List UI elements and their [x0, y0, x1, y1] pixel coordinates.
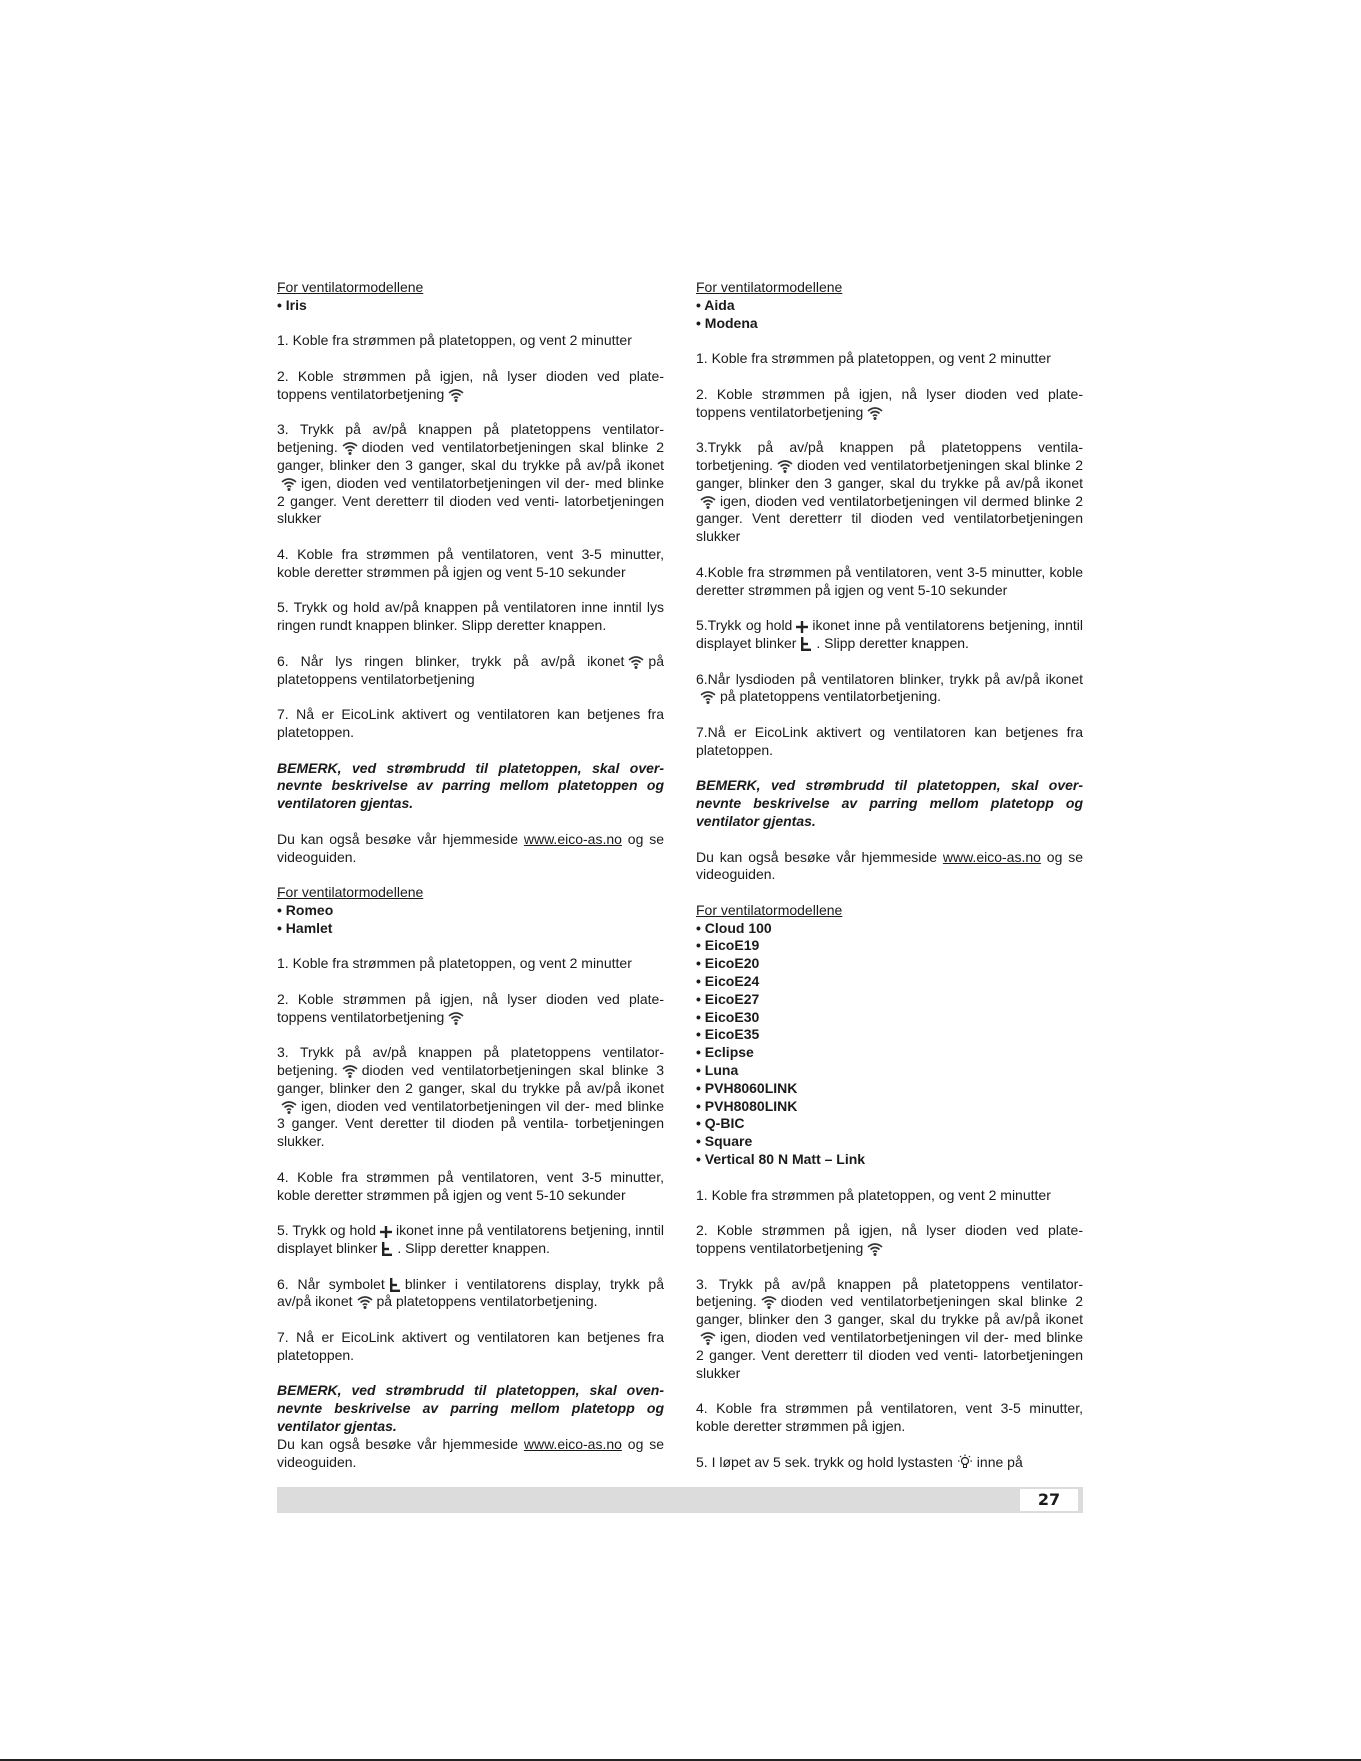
- website-link[interactable]: www.eico-as.no: [523, 830, 622, 847]
- model-name: • Modena: [696, 314, 758, 331]
- step-7: 7.Nå er EicoLink aktivert og ventilatoren kan betjenes fra platetoppen.: [696, 723, 1083, 758]
- model-name: • Aida: [696, 296, 735, 313]
- wifi-icon: [342, 1064, 358, 1078]
- step-5: 5. I løpet av 5 sek. trykk og hold lystasten inne på: [696, 1453, 1023, 1470]
- wifi-icon: [867, 1242, 883, 1256]
- wifi-icon: [281, 1100, 297, 1114]
- wifi-icon: [628, 655, 644, 669]
- model-name: • Eclipse: [696, 1044, 754, 1061]
- step-5: 5. Trykk og hold ikonet inne på ventilatorens betjening, inntil displayet blinker . Slipp deretter knappen.: [277, 1222, 664, 1257]
- step-6: 6.Når lysdioden på ventilatoren blinker, trykk på av/på ikonet på platetoppens ventilatorbetjening.: [696, 670, 1083, 705]
- model-name: • Hamlet: [277, 919, 333, 936]
- step-3: 3. Trykk på av/på knappen på platetoppens ventilator- betjening. dioden ved ventilatorbetjeningen skal blinke 2 ganger, blinker den 3 ganger, skal du trykke på av/på ikonet igen, dioden ved ventilatorbetjeningen vil der- med blinke 2 ganger. Vent deretterr til dioden ved venti- latorbetjeningen slukker: [277, 421, 664, 527]
- model-name: • Square: [696, 1133, 753, 1150]
- light-bulb-icon: [957, 1454, 973, 1470]
- model-name: • EicoE20: [696, 955, 760, 972]
- section-heading: For ventilatormodellene: [277, 279, 424, 295]
- wifi-icon: [448, 1011, 464, 1025]
- step-3: 3. Trykk på av/på knappen på platetoppens ventilator- betjening. dioden ved ventilatorbetjeningen skal blinke 3 ganger, blinker den 2 ganger, skal du trykke på av/på ikonet igen, dioden ved ventilatorbetjeningen vil der- med blinke 3 ganger. Vent deretter til dioden på ventila- torbetjeningen slukker.: [277, 1044, 664, 1150]
- step-4: 4.Koble fra strømmen på ventilatoren, vent 3-5 minutter, koble deretter strømmen på igjen og vent 5-10 sekunder: [696, 563, 1083, 598]
- website-link[interactable]: www.eico-as.no: [942, 848, 1041, 865]
- step-4: 4. Koble fra strømmen på ventilatoren, vent 3-5 minutter, koble deretter strømmen på igjen og vent 5-10 sekunder: [277, 1168, 664, 1203]
- model-name: • Iris: [277, 296, 307, 313]
- visit-text: Du kan også besøke vår hjemmeside www.eico-as.no og se videoguiden.: [277, 1435, 665, 1470]
- page-number: 27: [1020, 1489, 1078, 1511]
- wifi-icon: [867, 406, 883, 420]
- wifi-icon: [777, 459, 793, 473]
- fan-speed-symbol-icon: [389, 1278, 401, 1292]
- model-name: • PVH8080LINK: [696, 1097, 798, 1114]
- model-name: • EicoE30: [696, 1008, 760, 1025]
- note: BEMERK, ved strømbrudd til platetoppen, skal over- nevnte beskrivelse av parring mellom platetoppen og ventilatoren gjentas.: [277, 759, 664, 812]
- wifi-icon: [761, 1295, 777, 1309]
- right-column: [696, 279, 1083, 1471]
- visit-text: Du kan også besøke vår hjemmeside www.eico-as.no og se videoguiden.: [696, 848, 1084, 883]
- step-1: 1. Koble fra strømmen på platetoppen, og vent 2 minutter: [696, 350, 1051, 367]
- model-name: • EicoE24: [696, 973, 760, 990]
- wifi-icon: [448, 388, 464, 402]
- step-2: 2. Koble strømmen på igjen, nå lyser dioden ved plate- toppens ventilatorbetjening: [696, 385, 1083, 420]
- step-1: 1. Koble fra strømmen på platetoppen, og vent 2 minutter: [696, 1186, 1051, 1203]
- wifi-icon: [342, 441, 358, 455]
- plus-icon: [796, 621, 808, 633]
- step-5: 5. Trykk og hold av/på knappen på ventilatoren inne inntil lys ringen rundt knappen blinker. Slipp deretter knappen.: [277, 599, 664, 634]
- wifi-icon: [357, 1295, 373, 1309]
- model-name: • PVH8060LINK: [696, 1079, 798, 1096]
- model-name: • EicoE27: [696, 990, 760, 1007]
- fan-speed-symbol-icon: [800, 637, 812, 651]
- fan-speed-symbol-icon: [381, 1242, 393, 1256]
- model-name: • EicoE19: [696, 937, 760, 954]
- note: BEMERK, ved strømbrudd til platetoppen, skal oven- nevnte beskrivelse av parring mellom platetopp og ventilator gjentas.: [277, 1382, 664, 1434]
- wifi-icon: [700, 495, 716, 509]
- model-name: • Vertical 80 N Matt – Link: [696, 1151, 866, 1168]
- section-heading: For ventilatormodellene: [277, 884, 424, 901]
- step-4: 4. Koble fra strømmen på ventilatoren, vent 3-5 minutter, koble deretter strømmen på igjen.: [696, 1400, 1083, 1434]
- step-6: 6. Når symbolet blinker i ventilatorens display, trykk på av/på ikonet på platetoppens ventilatorbetjening.: [277, 1275, 664, 1310]
- step-7: 7. Nå er EicoLink aktivert og ventilatoren kan betjenes fra platetoppen.: [277, 706, 664, 740]
- step-5: 5.Trykk og hold ikonet inne på ventilatorens betjening, inntil displayet blinker . Slipp deretter knappen.: [696, 617, 1083, 651]
- step-2: 2. Koble strømmen på igjen, nå lyser dioden ved plate- toppens ventilatorbetjening: [277, 367, 664, 402]
- step-3: 3. Trykk på av/på knappen på platetoppens ventilator- betjening. dioden ved ventilatorbetjeningen skal blinke 2 ganger, blinker den 3 ganger, skal du trykke på av/på ikonet igen, dioden ved ventilatorbetjeningen vil der- med blinke 2 ganger. Vent deretterr til dioden ved venti- latorbetjeningen slukker: [696, 1275, 1083, 1381]
- step-2: 2. Koble strømmen på igjen, nå lyser dioden ved plate- toppens ventilatorbetjening: [696, 1222, 1083, 1257]
- model-name: • Cloud 100: [696, 919, 772, 936]
- wifi-icon: [281, 477, 297, 491]
- step-1: 1. Koble fra strømmen på platetoppen, og vent 2 minutter: [277, 332, 632, 349]
- website-link[interactable]: www.eico-as.no: [523, 1435, 622, 1452]
- section-heading: For ventilatormodellene: [696, 901, 843, 918]
- step-7: 7. Nå er EicoLink aktivert og ventilatoren kan betjenes fra platetoppen.: [277, 1329, 664, 1363]
- step-6: 6. Når lys ringen blinker, trykk på av/på ikonet på platetoppens ventilatorbetjening: [277, 652, 664, 687]
- left-column: [277, 279, 664, 1471]
- wifi-icon: [700, 690, 716, 704]
- step-2: 2. Koble strømmen på igjen, nå lyser dioden ved plate- toppens ventilatorbetjening: [277, 990, 664, 1025]
- wifi-icon: [700, 1331, 716, 1345]
- model-name: • Q-BIC: [696, 1115, 745, 1132]
- footer-bar: [277, 1487, 1083, 1513]
- model-name: • Luna: [696, 1062, 739, 1079]
- model-name: • EicoE35: [696, 1026, 760, 1043]
- visit-text: Du kan også besøke vår hjemmeside www.eico-as.no og se videoguiden.: [277, 830, 665, 865]
- step-3: 3.Trykk på av/på knappen på platetoppens ventila- torbetjening. dioden ved ventilatorbetjeningen skal blinke 2 ganger, blinker den 3 ganger, skal du trykke på av/på ikonet igen, dioden ved ventilatorbetjeningen vil dermed blinke 2 ganger. Vent deretterr til dioden ved ventilatorbetjeningen slukker: [696, 439, 1083, 545]
- section-heading: For ventilatormodellene: [696, 279, 843, 295]
- plus-icon: [380, 1226, 392, 1238]
- step-1: 1. Koble fra strømmen på platetoppen, og vent 2 minutter: [277, 955, 632, 972]
- note: BEMERK, ved strømbrudd til platetoppen, skal over- nevnte beskrivelse av parring mellom platetopp og ventilator gjentas.: [696, 777, 1083, 829]
- step-4: 4. Koble fra strømmen på ventilatoren, vent 3-5 minutter, koble deretter strømmen på igjen og vent 5-10 sekunder: [277, 545, 664, 580]
- model-name: • Romeo: [277, 901, 334, 918]
